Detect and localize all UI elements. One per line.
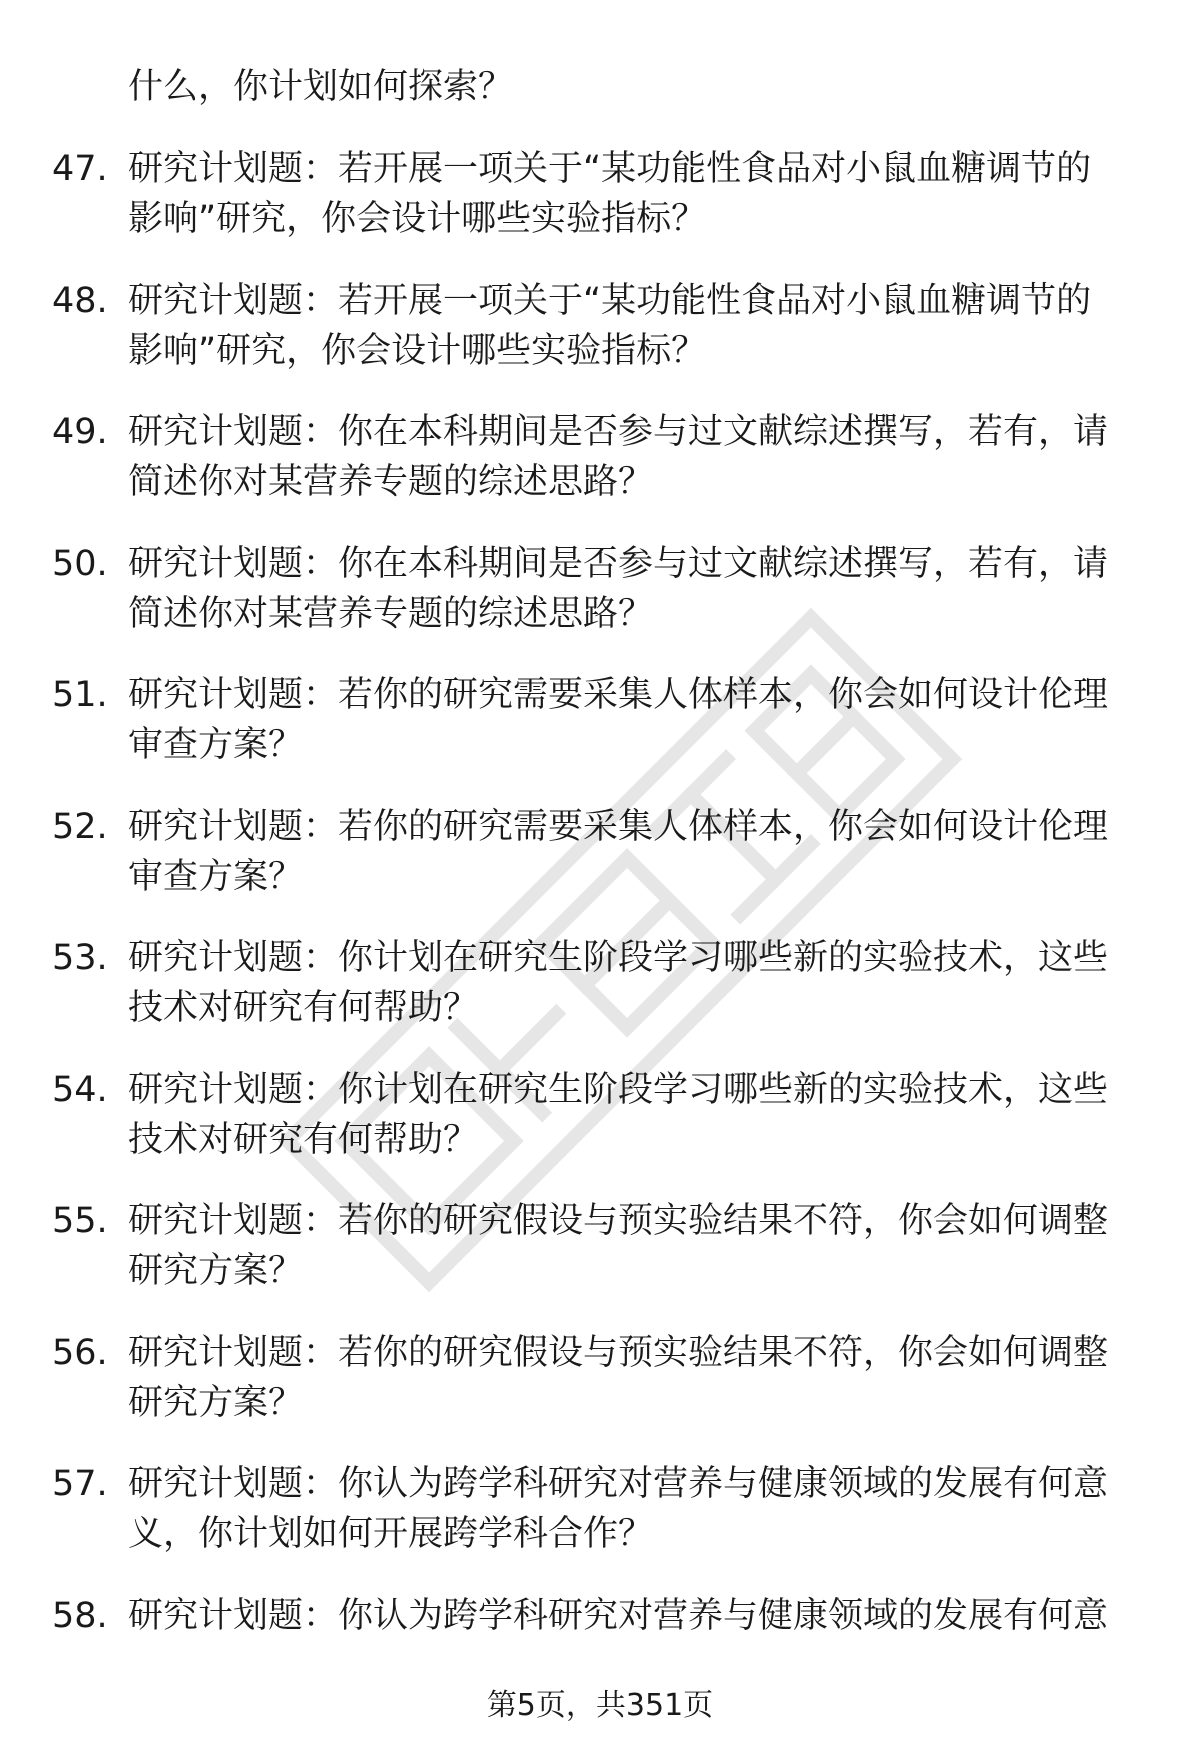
question-line: 技术对研究有何帮助？ [128,988,479,1028]
question-line: 技术对研究有何帮助？ [128,1119,479,1160]
question-text [128,933,1138,1033]
question-number: 49. [52,412,108,452]
question-item [0,144,1200,244]
question-text [128,1196,1138,1296]
question-line: 研究计划题：若你的研究需要采集人体样本，你会如何设计伦理 [128,675,1109,715]
question-item [0,1459,1200,1559]
question-item [0,1328,1200,1428]
question-line: 研究计划题：你认为跨学科研究对营养与健康领域的发展有何意 [128,1595,1109,1636]
question-item [0,1065,1200,1165]
question-number: 57. [52,1464,108,1504]
question-number: 58. [52,1595,108,1636]
question-line: 影响”研究，你会设计哪些实验指标？ [128,330,707,371]
question-text [128,144,1138,244]
question-list [0,144,1200,1722]
question-line: 影响”研究，你会设计哪些实验指标？ [128,199,707,239]
question-number: 55. [52,1201,108,1241]
question-number: 47. [52,149,108,189]
question-line: 审查方案？ [128,856,304,897]
question-text [128,1328,1138,1428]
question-item [0,933,1200,1033]
question-line: 简述你对某营养专题的综述思路？ [128,462,654,502]
question-text [128,802,1138,902]
question-item [0,670,1200,770]
question-line: 研究计划题：你在本科期间是否参与过文献综述撰写，若有，请 [128,543,1109,584]
question-text [128,276,1138,376]
question-item [0,1591,1200,1691]
question-line: 研究计划题：若你的研究假设与预实验结果不符，你会如何调整 [128,1201,1109,1241]
question-line: 研究方案？ [128,1251,304,1291]
question-text [128,1591,1138,1641]
question-number: 56. [52,1332,108,1373]
question-line: 研究方案？ [128,1382,304,1423]
question-text [128,407,1138,507]
question-line: 研究计划题：若开展一项关于“某功能性食品对小鼠血糖调节的 [128,280,1092,321]
question-line: 研究计划题：若开展一项关于“某功能性食品对小鼠血糖调节的 [128,149,1092,189]
continuation-text: 什么，你计划如何探索？ [128,67,514,107]
question-number: 50. [52,543,108,584]
question-item [0,539,1200,639]
question-item [0,1196,1200,1296]
question-number: 54. [52,1069,108,1110]
question-item [0,276,1200,376]
question-number: 48. [52,280,108,321]
question-text [128,670,1138,770]
question-line: 研究计划题：你认为跨学科研究对营养与健康领域的发展有何意 [128,1464,1109,1504]
question-line: 审查方案？ [128,725,304,765]
question-number: 51. [52,675,108,715]
question-line: 研究计划题：若你的研究需要采集人体样本，你会如何设计伦理 [128,806,1109,847]
question-line: 研究计划题：你计划在研究生阶段学习哪些新的实验技术，这些 [128,938,1109,978]
question-item [0,407,1200,507]
question-number: 52. [52,806,108,847]
question-line: 研究计划题：若你的研究假设与预实验结果不符，你会如何调整 [128,1332,1109,1373]
question-text [128,539,1138,639]
question-number: 53. [52,938,108,978]
question-line: 简述你对某营养专题的综述思路？ [128,593,654,634]
question-text [128,1065,1138,1165]
page-footer: 第5页，共351页 [486,1688,714,1723]
question-line: 义，你计划如何开展跨学科合作？ [128,1514,654,1554]
question-line: 研究计划题：你在本科期间是否参与过文献综述撰写，若有，请 [128,412,1109,452]
question-line: 研究计划题：你计划在研究生阶段学习哪些新的实验技术，这些 [128,1069,1109,1110]
question-text [128,1459,1138,1559]
question-item [0,802,1200,902]
